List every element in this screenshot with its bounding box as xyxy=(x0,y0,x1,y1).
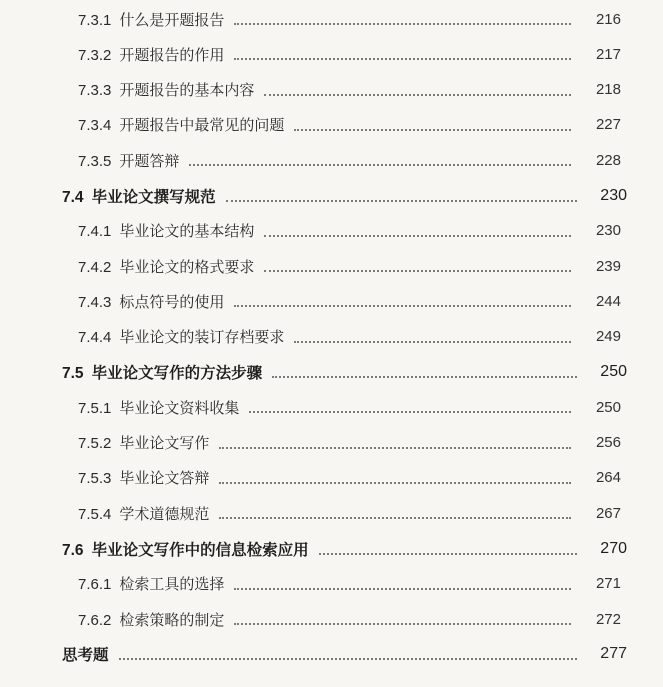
toc-entry-title: 毕业论文写作 xyxy=(119,434,210,453)
toc-entry-title: 毕业论文写作的方法步骤 xyxy=(91,363,263,382)
dot-leader xyxy=(234,623,571,625)
dot-leader xyxy=(234,58,571,60)
toc-entry-number: 7.6.2 xyxy=(78,611,112,629)
dot-leader xyxy=(249,411,571,413)
toc-entry-title: 毕业论文写作中的信息检索应用 xyxy=(91,539,309,559)
toc-entry-label xyxy=(78,326,284,347)
toc-entry-title: 开题报告中最常见的问题 xyxy=(119,116,285,135)
toc-entry-page-number: 249 xyxy=(595,328,621,346)
toc-entry-title: 毕业论文资料收集 xyxy=(119,398,240,417)
toc-entry-page-number: 250 xyxy=(600,363,627,380)
toc-entry-page-number: 228 xyxy=(595,151,621,169)
toc-entry[interactable] xyxy=(0,604,663,634)
dot-leader xyxy=(264,270,571,272)
toc-entry[interactable] xyxy=(0,357,663,387)
toc-entry[interactable] xyxy=(0,639,663,669)
toc-entry-number: 7.3.5 xyxy=(78,152,112,170)
toc-entry[interactable] xyxy=(0,145,663,175)
toc-entry-page-number: 230 xyxy=(595,222,621,240)
toc-entry-number: 7.5.1 xyxy=(78,399,112,417)
toc-entry-title: 毕业论文撰写规范 xyxy=(91,186,216,206)
dot-leader xyxy=(319,553,577,555)
toc-entry-number: 7.3.4 xyxy=(78,117,112,135)
toc-entry-label xyxy=(78,220,254,241)
toc-entry-label xyxy=(78,79,254,100)
dot-leader xyxy=(189,164,571,166)
toc-entry-number: 7.3.3 xyxy=(78,82,112,100)
toc-entry-label xyxy=(78,432,209,453)
toc-entry-label xyxy=(78,150,179,171)
dot-leader xyxy=(272,376,577,378)
toc-entry-title: 学术道德规范 xyxy=(119,504,210,523)
toc-entry-number: 7.5 xyxy=(62,365,84,382)
toc-entry-label xyxy=(78,114,284,135)
toc-entry[interactable] xyxy=(0,110,663,140)
toc-entry[interactable] xyxy=(0,39,663,69)
toc-entry[interactable] xyxy=(0,286,663,316)
toc-entry-number: 7.5.4 xyxy=(78,505,112,523)
toc-entry-title: 什么是开题报告 xyxy=(119,10,225,29)
toc-entry[interactable] xyxy=(0,75,663,105)
toc-entry-title: 开题答辩 xyxy=(119,151,180,170)
toc-entry-label xyxy=(78,467,209,488)
dot-leader xyxy=(219,447,571,449)
toc-entry[interactable] xyxy=(0,216,663,246)
toc-entry-page-number: 244 xyxy=(595,292,621,310)
toc-entry-number: 7.5.2 xyxy=(78,435,112,453)
toc-entry-label xyxy=(78,9,224,30)
toc-entry-page-number: 217 xyxy=(595,45,621,63)
toc-entry-label xyxy=(62,185,216,207)
dot-leader xyxy=(226,200,577,202)
toc-entry-label xyxy=(78,503,209,524)
toc-entry-number: 7.4 xyxy=(62,188,84,206)
toc-entry-title: 毕业论文答辩 xyxy=(119,469,210,488)
toc-entry-page-number: 272 xyxy=(595,610,621,628)
toc-entry-page-number: 216 xyxy=(595,10,621,28)
toc-entry[interactable] xyxy=(0,4,663,34)
dot-leader xyxy=(294,129,571,131)
toc-entry-label xyxy=(78,256,254,277)
toc-entry-number: 7.4.3 xyxy=(78,293,112,311)
dot-leader xyxy=(234,305,571,307)
toc-entry[interactable] xyxy=(0,534,663,564)
toc-entry-title: 毕业论文的格式要求 xyxy=(119,257,255,276)
toc-entry[interactable] xyxy=(0,428,663,458)
toc-entry-label xyxy=(62,643,109,665)
toc-entry-page-number: 271 xyxy=(595,575,621,593)
toc-entry-label xyxy=(62,361,262,383)
toc-entry-title: 开题报告的基本内容 xyxy=(119,81,255,100)
dot-leader xyxy=(234,588,571,590)
toc-entry-number: 7.3.2 xyxy=(78,46,112,64)
toc-entry-label xyxy=(62,538,309,560)
toc-entry-title: 检索工具的选择 xyxy=(119,575,225,594)
toc-entry[interactable] xyxy=(0,322,663,352)
toc-entry[interactable] xyxy=(0,463,663,493)
toc-entry-number: 7.4.2 xyxy=(78,258,112,276)
toc-entry-number: 7.6 xyxy=(62,541,84,559)
toc-entry-title: 检索策略的制定 xyxy=(119,610,225,629)
toc-entry-page-number: 227 xyxy=(595,116,621,134)
toc-entry-number: 7.4.1 xyxy=(78,223,112,241)
toc-entry-page-number: 264 xyxy=(595,469,621,487)
toc-entry-title: 标点符号的使用 xyxy=(119,292,225,311)
toc-entry[interactable] xyxy=(0,251,663,281)
toc-entry-page-number: 218 xyxy=(595,81,621,99)
toc-entry-label xyxy=(78,291,224,312)
toc-entry[interactable] xyxy=(0,181,663,211)
toc-entry-page-number: 239 xyxy=(595,257,621,275)
toc-entry-title: 毕业论文的装订存档要求 xyxy=(119,328,285,347)
dot-leader xyxy=(234,23,571,25)
toc-entry-number: 7.3.1 xyxy=(78,11,112,29)
toc-entry-number: 7.4.4 xyxy=(78,329,112,347)
toc-entry-page-number: 256 xyxy=(595,434,621,452)
toc-entry[interactable] xyxy=(0,392,663,422)
toc-entry-page-number: 267 xyxy=(595,504,621,522)
toc-entry-label xyxy=(78,573,224,594)
toc-entry[interactable] xyxy=(0,569,663,599)
dot-leader xyxy=(219,482,571,484)
dot-leader xyxy=(264,94,571,96)
toc-entry[interactable] xyxy=(0,498,663,528)
dot-leader xyxy=(294,341,571,343)
toc-entry-number: 7.5.3 xyxy=(78,470,112,488)
dot-leader xyxy=(219,517,571,519)
toc-entry-title: 开题报告的作用 xyxy=(119,45,225,64)
toc-entry-page-number: 277 xyxy=(600,645,627,663)
dot-leader xyxy=(264,235,571,237)
toc-entry-number: 7.6.1 xyxy=(78,576,112,594)
toc-entry-page-number: 250 xyxy=(595,398,621,416)
toc-entry-page-number: 270 xyxy=(600,539,627,557)
toc-entry-label xyxy=(78,609,224,630)
toc-entry-label xyxy=(78,397,239,418)
toc-entry-label xyxy=(78,44,224,65)
toc-entry-title: 毕业论文的基本结构 xyxy=(119,222,255,241)
toc-entry-title: 思考题 xyxy=(62,645,109,665)
toc-entry-page-number: 230 xyxy=(600,186,627,204)
dot-leader xyxy=(119,658,577,660)
